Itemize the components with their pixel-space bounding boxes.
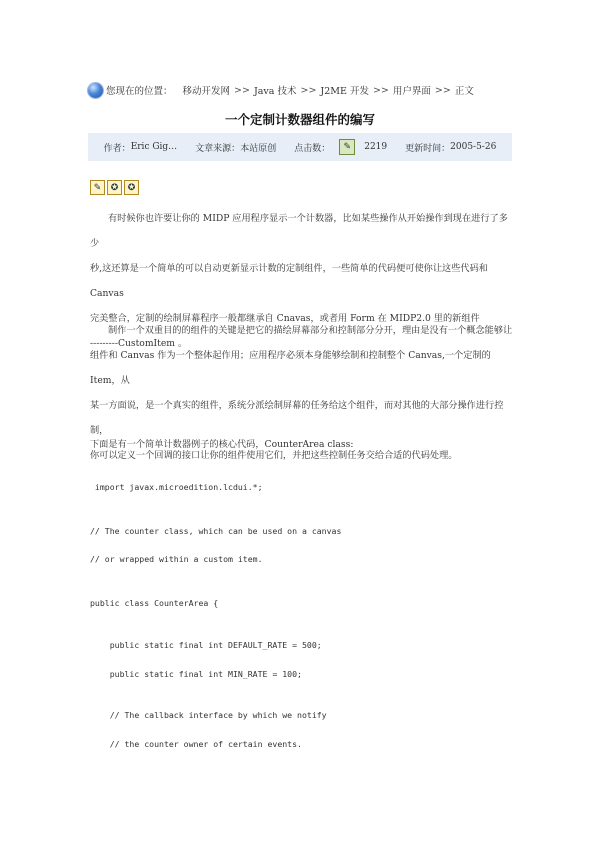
paragraph-line: 秒,这还算是一个简单的可以自动更新显示计数的定制组件，一些简单的代码便可使你让这些代码和 Canvas <box>90 263 488 299</box>
author-label: 作者： <box>103 143 131 154</box>
paragraph-line: 完美整合，定制的绘制屏幕程序一般都继承自 Cnavas，或者用 Form 在 MIDP2.0 里的新组件 <box>90 313 480 324</box>
breadcrumb-separator: >> <box>372 84 389 96</box>
paragraph-line: ---------CustomItem 。 <box>90 338 188 349</box>
code-line: public class CounterArea { <box>90 598 219 608</box>
breadcrumb <box>88 80 474 100</box>
breadcrumb-prefix: 您现在的位置： <box>106 86 173 97</box>
code-line: // or wrapped within a custom item. <box>90 554 263 564</box>
article-toolbar <box>90 180 139 195</box>
paragraph-line: 有时候你也许要让你的 MIDP 应用程序显示一个计数器，比如某些操作从开始操作到现在进行了多少 <box>90 213 508 249</box>
article-meta-bar <box>88 133 512 161</box>
print-icon[interactable]: ✎ <box>90 180 105 195</box>
time-value: 2005-5-26 <box>450 142 497 152</box>
hits-info <box>294 139 387 155</box>
code-line: public static final int DEFAULT_RATE = 500; <box>90 640 322 650</box>
breadcrumb-separator: >> <box>300 84 317 96</box>
breadcrumb-separator: >> <box>434 84 451 96</box>
author-info <box>104 141 178 154</box>
paragraph-line: 制作一个双重目的的组件的关键是把它的描绘屏幕部分和控制部分分开，理由是没有一个概念能够让 <box>108 325 513 336</box>
code-line: // the counter owner of certain events. <box>90 739 302 749</box>
source-info <box>195 141 276 154</box>
breadcrumb-current: 正文 <box>454 86 474 97</box>
author-value[interactable]: Eric Gig… <box>130 142 178 152</box>
breadcrumb-java-link[interactable]: Java 技术 <box>253 86 297 97</box>
code-line: // The counter class, which can be used on a canvas <box>90 526 342 536</box>
code-line: public static final int MIN_RATE = 100; <box>90 669 302 679</box>
time-label: 更新时间： <box>405 143 451 154</box>
code-line: // The callback interface by which we notify <box>90 710 327 720</box>
source-label: 文章来源： <box>195 143 241 154</box>
breadcrumb-j2me-link[interactable]: J2ME 开发 <box>320 86 369 97</box>
hits-value: 2219 <box>364 142 388 152</box>
breadcrumb-separator: >> <box>234 84 250 96</box>
article-title: 一个定制计数器组件的编写 <box>224 112 375 127</box>
hit-counter-icon: ✎ <box>339 139 355 155</box>
globe-icon <box>88 83 103 98</box>
source-value: 本站原创 <box>240 143 277 154</box>
share-icon[interactable]: ✪ <box>124 180 139 195</box>
paragraph-line: 你可以定义一个回调的接口让你的组件使用它们，并把这些控制任务交给合适的代码处理。 <box>90 450 458 461</box>
paragraph-line: 组件和 Canvas 作为一个整体起作用；应用程序必须本身能够绘制和控制整个 Canvas,一个定制的 Item，从 <box>90 350 491 386</box>
breadcrumb-ui-link[interactable]: 用户界面 <box>392 86 431 97</box>
breadcrumb-home-link[interactable]: 移动开发网 <box>182 86 231 97</box>
favorite-icon[interactable]: ✪ <box>107 180 122 195</box>
paragraph-line: 某一方面说，是一个真实的组件，系统分派绘制屏幕的任务给这个组件，而对其他的大部分操作进行控制， <box>90 400 504 436</box>
hits-label: 点击数： <box>294 143 331 154</box>
code-line: import javax.microedition.lcdui.*; <box>90 482 263 492</box>
time-info <box>405 141 496 154</box>
code-intro: 下面是有一个简单计数器例子的核心代码，CounterArea class: <box>90 439 354 450</box>
